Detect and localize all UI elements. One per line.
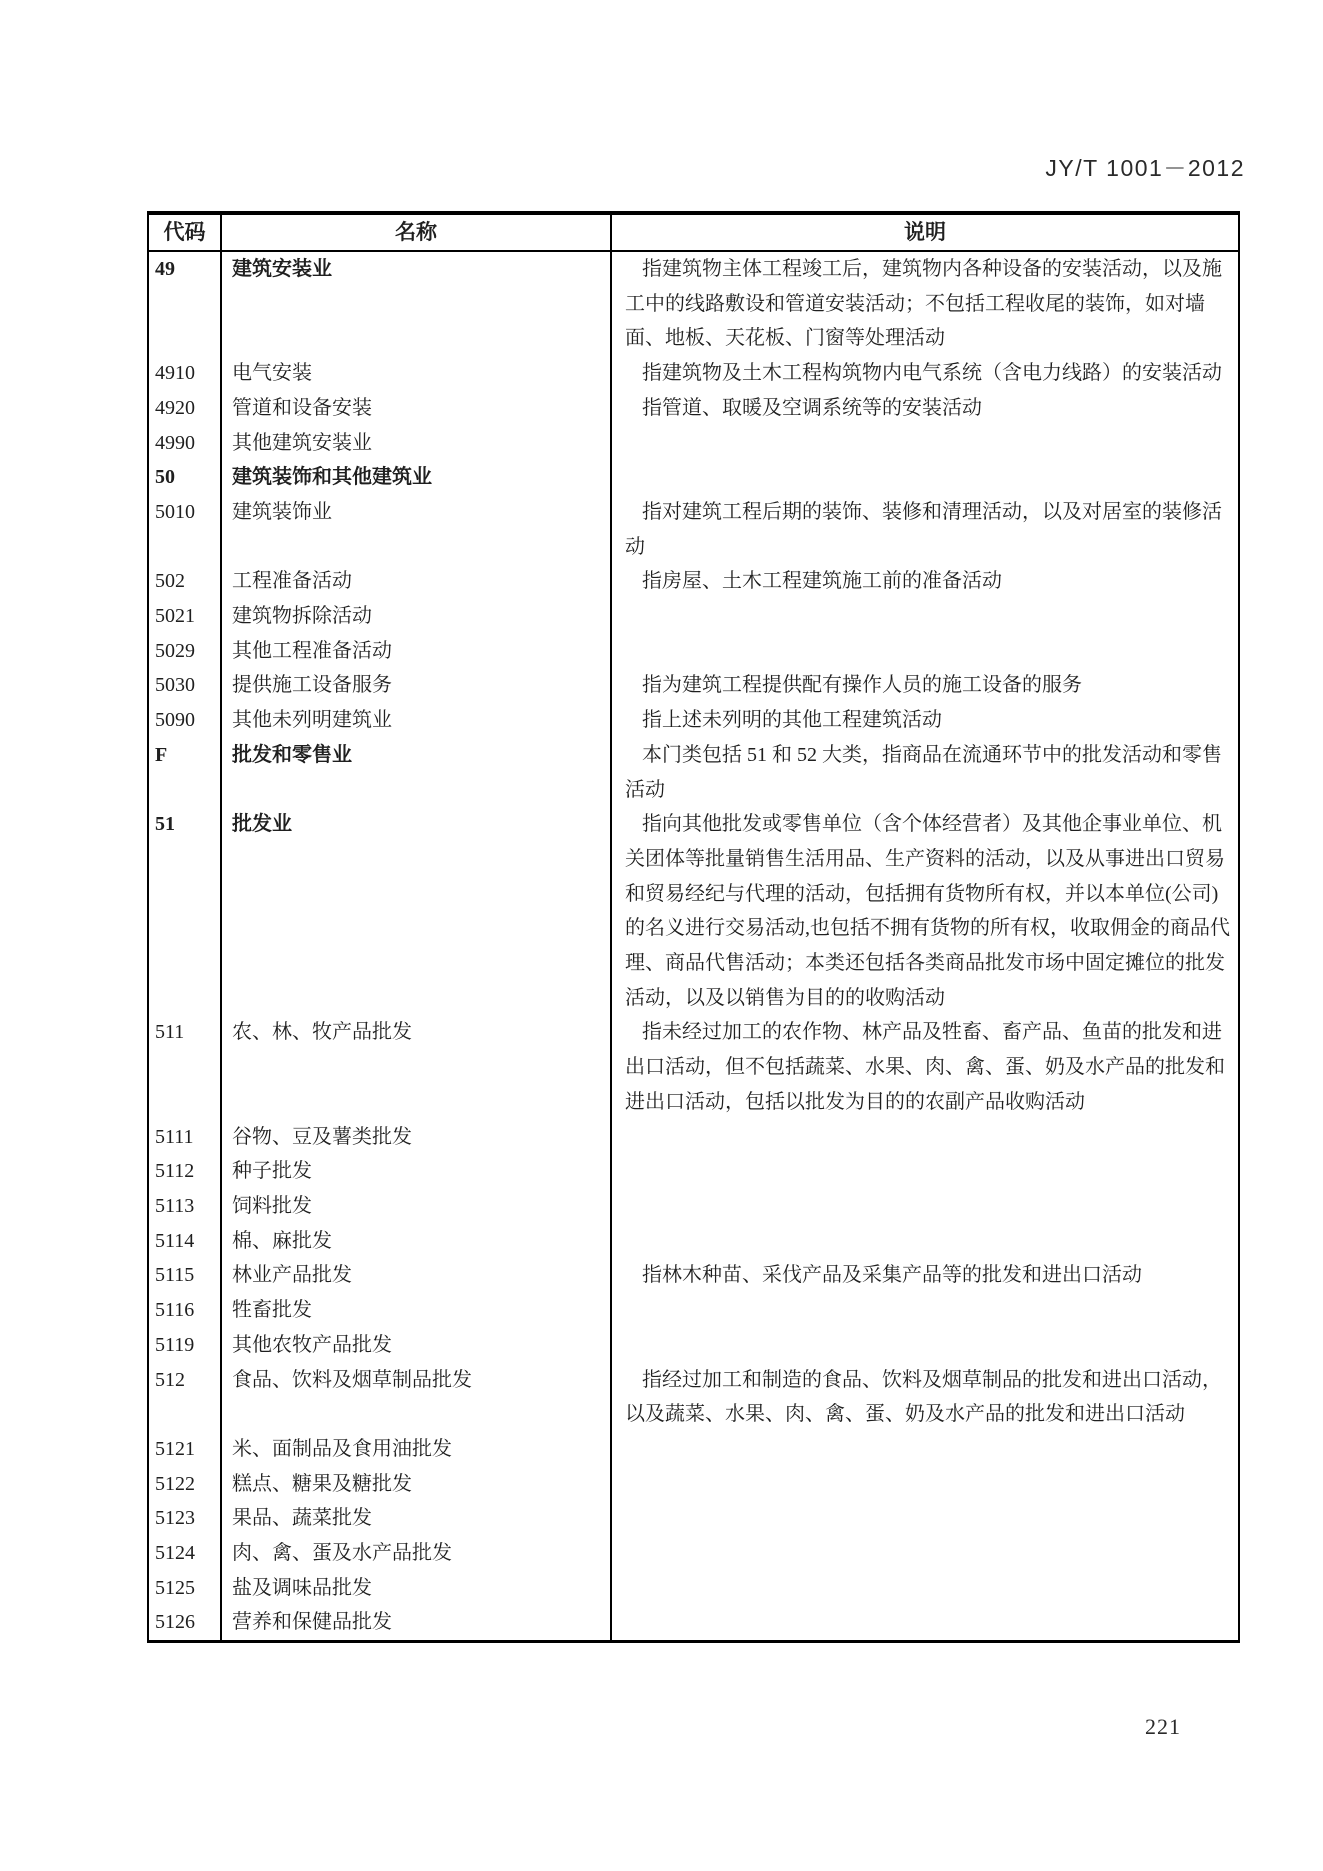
table-row: [149, 1605, 1238, 1640]
code-cell: 51: [149, 807, 222, 1015]
description-cell: [612, 1432, 1238, 1467]
code-cell: 5021: [149, 599, 222, 634]
code-cell: 5122: [149, 1467, 222, 1502]
description-cell: [612, 1501, 1238, 1536]
description-cell: [612, 1293, 1238, 1328]
page-number: 221: [1145, 1714, 1181, 1739]
table-row: [149, 1536, 1238, 1571]
name-cell: 饲料批发: [222, 1189, 612, 1224]
code-cell: 5010: [149, 495, 222, 564]
table-row: [149, 1224, 1238, 1259]
description-cell: 指对建筑工程后期的装饰、装修和清理活动，以及对居室的装修活动: [625, 500, 1222, 558]
description-cell: 本门类包括 51 和 52 大类，指商品在流通环节中的批发活动和零售活动: [625, 743, 1222, 801]
description-cell: [612, 1328, 1238, 1363]
name-cell: 电气安装: [222, 356, 612, 391]
code-cell: 5115: [149, 1258, 222, 1293]
header-code: 代码: [149, 215, 222, 250]
description-cell: [612, 1120, 1238, 1155]
table-row: [149, 1293, 1238, 1328]
name-cell: 种子批发: [222, 1154, 612, 1189]
code-cell: 50: [149, 460, 222, 495]
code-cell: 512: [149, 1363, 222, 1432]
code-cell: 5126: [149, 1605, 222, 1640]
name-cell: 盐及调味品批发: [222, 1571, 612, 1606]
name-cell: 农、林、牧产品批发: [222, 1015, 612, 1119]
table-row: [149, 807, 1238, 1015]
description-cell: [612, 1467, 1238, 1502]
table-row: [149, 703, 1238, 738]
description-cell: 指向其他批发或零售单位（含个体经营者）及其他企事业单位、机关团体等批量销售生活用品、生产资料的活动，以及从事进出口贸易和贸易经纪与代理的活动，包括拥有货物所有权，并以本单位(公司)的名义进行交易活动,也包括不拥有货物的所有权，收取佣金的商品代理、商品代售活动；本类还包括各类商品批发市场中固定摊位的批发活动，以及以销售为目的的收购活动: [625, 813, 1230, 1009]
code-cell: 5119: [149, 1328, 222, 1363]
description-cell: [612, 1571, 1238, 1606]
table-row: [149, 1015, 1238, 1119]
description-cell: 指为建筑工程提供配有操作人员的施工设备的服务: [642, 674, 1082, 697]
table-row: [149, 426, 1238, 461]
description-cell: 指未经过加工的农作物、林产品及牲畜、畜产品、鱼苗的批发和进出口活动，但不包括蔬菜、水果、肉、禽、蛋、奶及水产品的批发和进出口活动，包括以批发为目的的农副产品收购活动: [625, 1021, 1225, 1113]
description-cell: 指经过加工和制造的食品、饮料及烟草制品的批发和进出口活动，以及蔬菜、水果、肉、禽、蛋、奶及水产品的批发和进出口活动: [625, 1368, 1222, 1426]
description-cell: [612, 426, 1238, 461]
name-cell: 其他农牧产品批发: [222, 1328, 612, 1363]
standard-number: JY/T 1001－2012: [1045, 155, 1245, 181]
table-row: [149, 599, 1238, 634]
description-cell: 指房屋、土木工程建筑施工前的准备活动: [642, 570, 1002, 593]
description-cell: 指建筑物主体工程竣工后，建筑物内各种设备的安装活动，以及施工中的线路敷设和管道安装活动；不包括工程收尾的装饰，如对墙面、地板、天花板、门窗等处理活动: [625, 258, 1222, 350]
name-cell: 批发和零售业: [222, 738, 612, 807]
table-row: [149, 668, 1238, 703]
code-cell: 49: [149, 252, 222, 356]
name-cell: 提供施工设备服务: [222, 668, 612, 703]
code-cell: 511: [149, 1015, 222, 1119]
table-row: [149, 1467, 1238, 1502]
name-cell: 米、面制品及食用油批发: [222, 1432, 612, 1467]
description-cell: [612, 1224, 1238, 1259]
name-cell: 谷物、豆及薯类批发: [222, 1120, 612, 1155]
code-cell: 5114: [149, 1224, 222, 1259]
table-row: [149, 460, 1238, 495]
table-row: [149, 1328, 1238, 1363]
table-row: [149, 391, 1238, 426]
header-name: 名称: [222, 215, 612, 250]
name-cell: 食品、饮料及烟草制品批发: [222, 1363, 612, 1432]
name-cell: 管道和设备安装: [222, 391, 612, 426]
code-cell: 5090: [149, 703, 222, 738]
description-cell: [612, 1605, 1238, 1640]
name-cell: 糕点、糖果及糖批发: [222, 1467, 612, 1502]
code-cell: 5124: [149, 1536, 222, 1571]
table-row: [149, 1258, 1238, 1293]
table-row: [149, 738, 1238, 807]
description-cell: 指建筑物及土木工程构筑物内电气系统（含电力线路）的安装活动: [642, 362, 1222, 385]
name-cell: 建筑物拆除活动: [222, 599, 612, 634]
table-row: [149, 1189, 1238, 1224]
code-cell: 5113: [149, 1189, 222, 1224]
description-cell: [612, 1536, 1238, 1571]
code-cell: 4990: [149, 426, 222, 461]
code-cell: 4920: [149, 391, 222, 426]
table-row: [149, 1501, 1238, 1536]
name-cell: 营养和保健品批发: [222, 1605, 612, 1640]
header-description: 说明: [904, 220, 946, 244]
description-cell: 指上述未列明的其他工程建筑活动: [642, 709, 942, 732]
name-cell: 批发业: [222, 807, 612, 1015]
name-cell: 建筑安装业: [222, 252, 612, 356]
code-cell: 5125: [149, 1571, 222, 1606]
name-cell: 其他建筑安装业: [222, 426, 612, 461]
code-cell: 5123: [149, 1501, 222, 1536]
name-cell: 建筑装饰业: [222, 495, 612, 564]
code-cell: 5111: [149, 1120, 222, 1155]
table-row: [149, 356, 1238, 391]
description-cell: [612, 460, 1238, 495]
name-cell: 林业产品批发: [222, 1258, 612, 1293]
description-cell: [612, 599, 1238, 634]
name-cell: 肉、禽、蛋及水产品批发: [222, 1536, 612, 1571]
name-cell: 果品、蔬菜批发: [222, 1501, 612, 1536]
table-row: [149, 252, 1238, 356]
code-cell: 5029: [149, 634, 222, 669]
table-row: [149, 1432, 1238, 1467]
description-cell: [612, 634, 1238, 669]
description-cell: [612, 1189, 1238, 1224]
code-cell: 5116: [149, 1293, 222, 1328]
table-body: [149, 252, 1238, 1640]
table-row: [149, 1154, 1238, 1189]
table-header-row: [149, 215, 1238, 252]
description-cell: 指管道、取暖及空调系统等的安装活动: [642, 396, 982, 419]
table-row: [149, 1120, 1238, 1155]
code-cell: 502: [149, 564, 222, 599]
name-cell: 其他未列明建筑业: [222, 703, 612, 738]
table-row: [149, 495, 1238, 564]
code-cell: 5030: [149, 668, 222, 703]
code-cell: 5121: [149, 1432, 222, 1467]
code-cell: 5112: [149, 1154, 222, 1189]
name-cell: 其他工程准备活动: [222, 634, 612, 669]
code-cell: F: [149, 738, 222, 807]
name-cell: 棉、麻批发: [222, 1224, 612, 1259]
table-row: [149, 1571, 1238, 1606]
table-row: [149, 1363, 1238, 1432]
name-cell: 建筑装饰和其他建筑业: [222, 460, 612, 495]
code-cell: 4910: [149, 356, 222, 391]
name-cell: 工程准备活动: [222, 564, 612, 599]
description-cell: [612, 1154, 1238, 1189]
table-row: [149, 634, 1238, 669]
description-cell: 指林木种苗、采伐产品及采集产品等的批发和进出口活动: [642, 1264, 1142, 1287]
name-cell: 牲畜批发: [222, 1293, 612, 1328]
classification-table: [147, 211, 1240, 1643]
table-row: [149, 564, 1238, 599]
